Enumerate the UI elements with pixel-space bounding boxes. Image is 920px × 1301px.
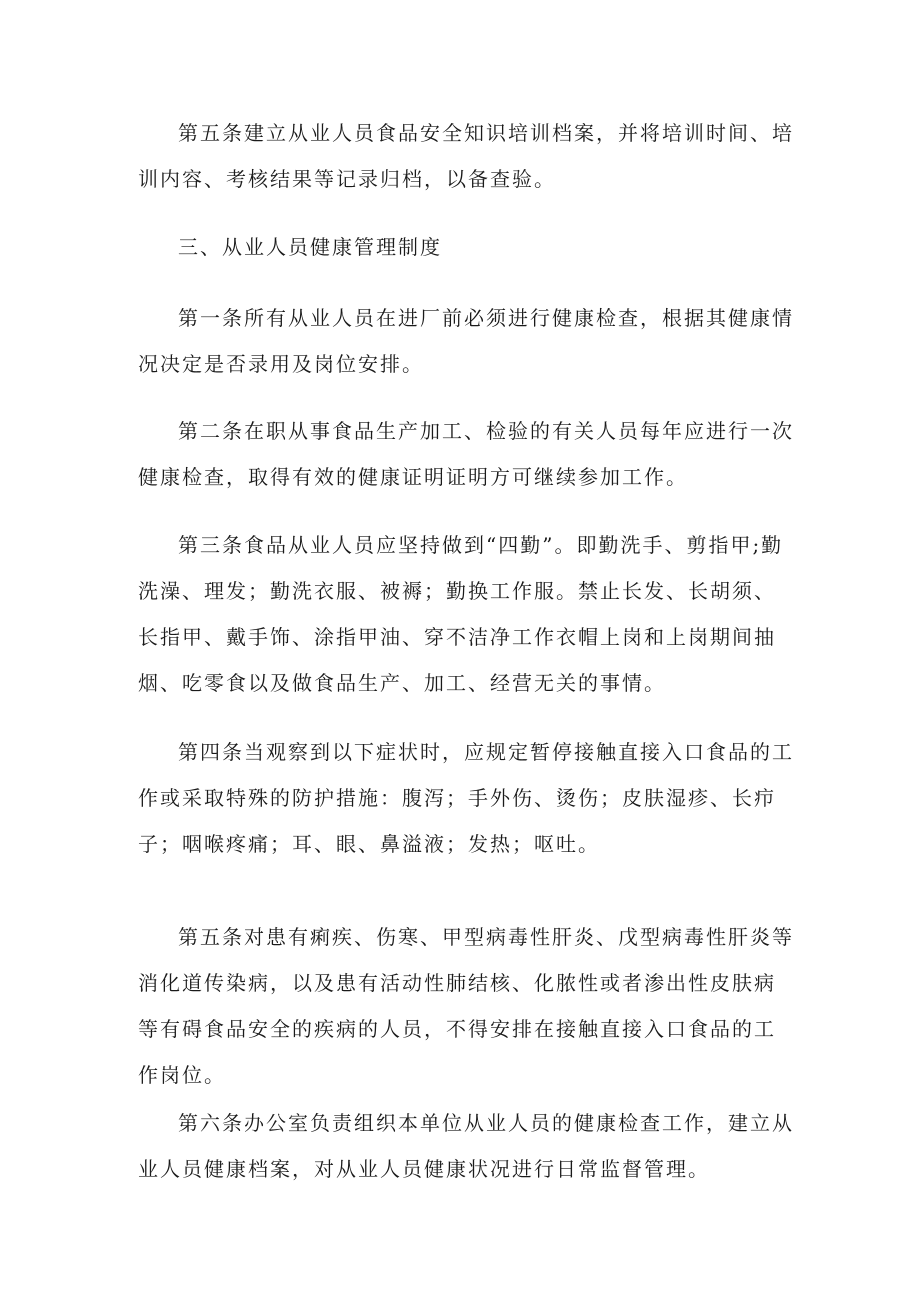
paragraph-article-3: 第三条食品从业人员应坚持做到“四勤”。即勤洗手、剪指甲;勤洗澡、理发；勤洗衣服、被褥；勤换工作服。禁止长发、长胡须、长指甲、戴手饰、涂指甲油、穿不洁净工作衣帽上岗和上岗期间抽烟、吃零食以及做食品生产、加工、经营无关的事情。: [138, 533, 784, 695]
paragraph-article-4: 第四条当观察到以下症状时，应规定暂停接触直接入口食品的工作或采取特殊的防护措施：腹泻；手外伤、烫伤；皮肤湿疹、长疖子；咽喉疼痛；耳、眼、鼻溢液；发热；呕吐。: [138, 740, 794, 856]
paragraph-article-6: 第六条办公室负责组织本单位从业人员的健康检查工作，建立从业人员健康档案，对从业人员健康状况进行日常监督管理。: [138, 1111, 794, 1181]
paragraph-article-2: 第二条在职从事食品生产加工、检验的有关人员每年应进行一次健康检查，取得有效的健康证明证明方可继续参加工作。: [138, 419, 794, 489]
paragraph-article-5: 第五条对患有痢疾、伤寒、甲型病毒性肝炎、戊型病毒性肝炎等消化道传染病，以及患有活动性肺结核、化脓性或者渗出性皮肤病等有碍食品安全的疾病的人员，不得安排在接触直接入口食品的工作岗位。: [138, 925, 794, 1087]
paragraph-training-archive: 第五条建立从业人员食品安全知识培训档案，并将培训时间、培训内容、考核结果等记录归档，以备查验。: [138, 121, 794, 191]
section-heading-health-management: 三、从业人员健康管理制度: [178, 235, 442, 259]
paragraph-article-1: 第一条所有从业人员在进厂前必须进行健康检查，根据其健康情况决定是否录用及岗位安排。: [138, 306, 794, 376]
